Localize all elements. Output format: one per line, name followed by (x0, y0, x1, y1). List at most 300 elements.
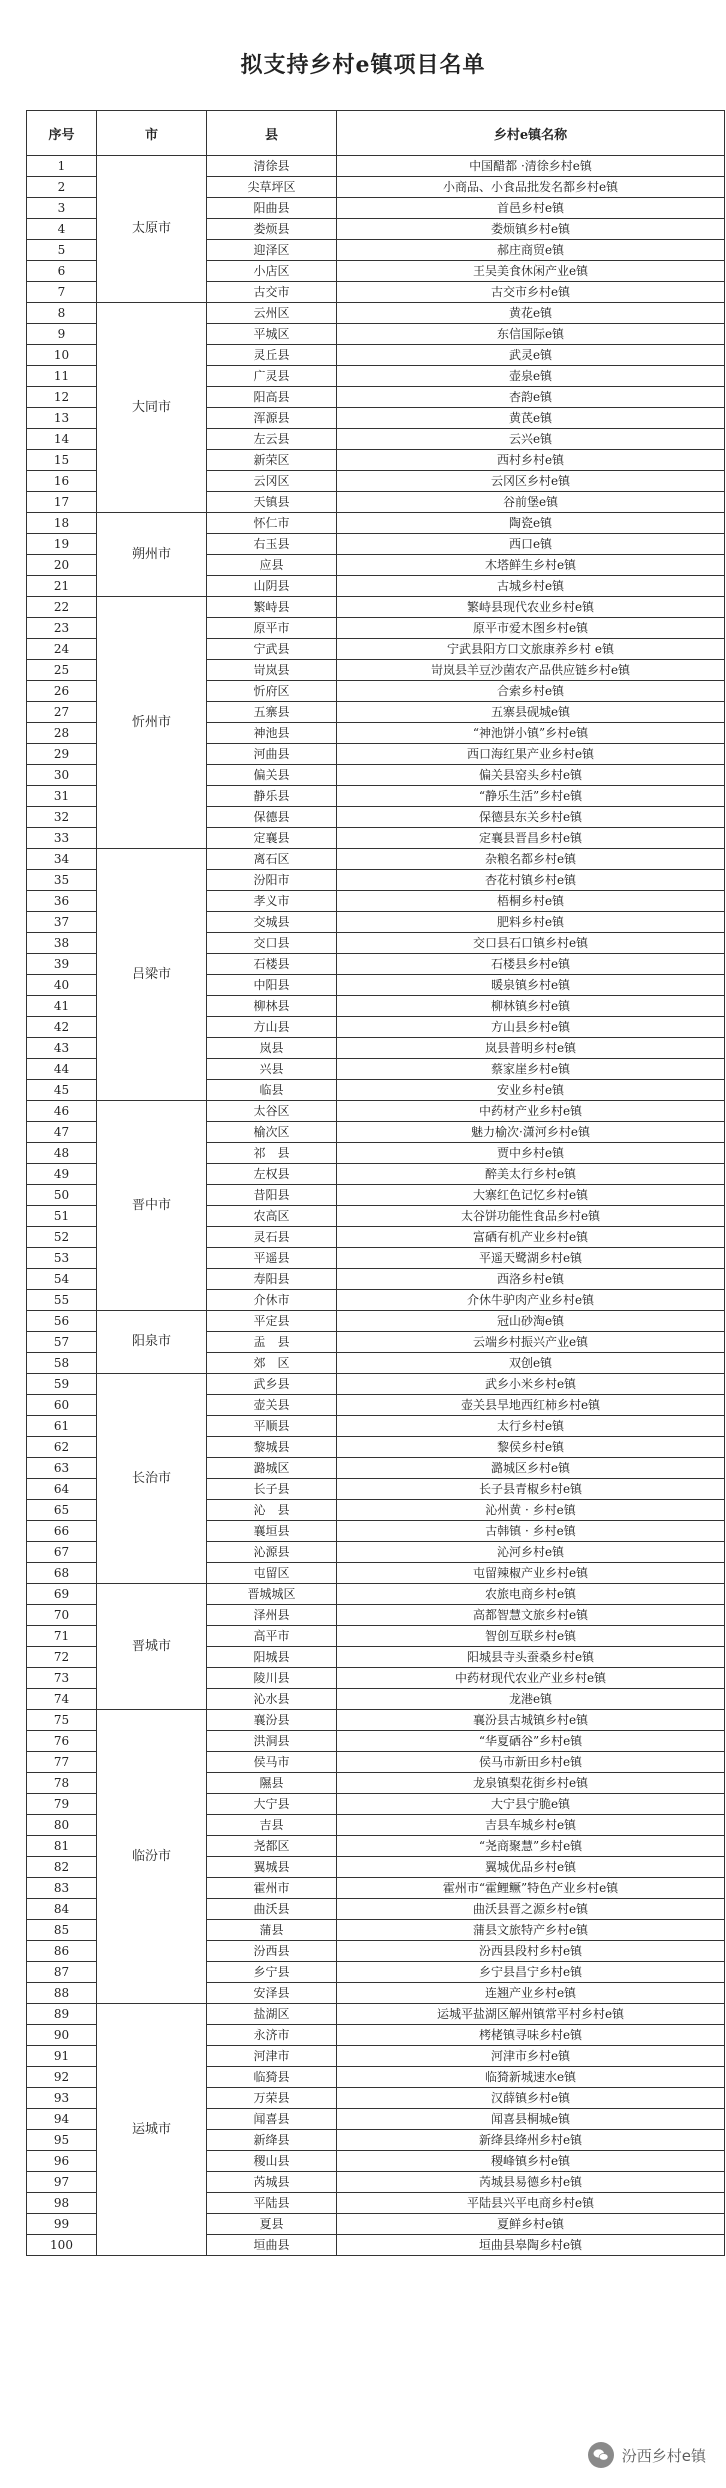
row-number: 24 (27, 639, 97, 660)
row-number: 25 (27, 660, 97, 681)
header-project: 乡村e镇名称 (337, 111, 725, 156)
project-name-cell: 梧桐乡村e镇 (337, 891, 725, 912)
project-name-cell: 西洛乡村e镇 (337, 1269, 725, 1290)
page-title: 拟支持乡村e镇项目名单 (240, 52, 486, 78)
county-cell: 陵川县 (207, 1668, 337, 1689)
county-cell: 平城区 (207, 324, 337, 345)
row-number: 34 (27, 849, 97, 870)
row-number: 92 (27, 2067, 97, 2088)
row-number: 59 (27, 1374, 97, 1395)
project-name-cell: 屯留辣椒产业乡村e镇 (337, 1563, 725, 1584)
row-number: 21 (27, 576, 97, 597)
county-cell: 尧都区 (207, 1836, 337, 1857)
county-cell: 岢岚县 (207, 660, 337, 681)
county-cell: 浑源县 (207, 408, 337, 429)
county-cell: 壶关县 (207, 1395, 337, 1416)
row-number: 36 (27, 891, 97, 912)
county-cell: 忻府区 (207, 681, 337, 702)
table-row (27, 1584, 725, 1605)
project-name-cell: 垣曲县皋陶乡村e镇 (337, 2235, 725, 2256)
project-name-cell: 魅力榆次·潇河乡村e镇 (337, 1122, 725, 1143)
project-name-cell: 王吴美食休闲产业e镇 (337, 261, 725, 282)
table-row (27, 303, 725, 324)
county-cell: 侯马市 (207, 1752, 337, 1773)
county-cell: 山阴县 (207, 576, 337, 597)
row-number: 15 (27, 450, 97, 471)
county-cell: 平顺县 (207, 1416, 337, 1437)
city-cell: 大同市 (97, 303, 207, 513)
project-name-cell: 石楼县乡村e镇 (337, 954, 725, 975)
row-number: 26 (27, 681, 97, 702)
county-cell: 汾阳市 (207, 870, 337, 891)
county-cell: 交口县 (207, 933, 337, 954)
table-row (27, 1710, 725, 1731)
header-city: 市 (97, 111, 207, 156)
project-name-cell: 吉县车城乡村e镇 (337, 1815, 725, 1836)
row-number: 35 (27, 870, 97, 891)
project-name-cell: 武灵e镇 (337, 345, 725, 366)
project-name-cell: 岢岚县羊豆沙菌农产品供应链乡村e镇 (337, 660, 725, 681)
county-cell: 五寨县 (207, 702, 337, 723)
row-number: 30 (27, 765, 97, 786)
project-name-cell: 宁武县阳方口文旅康养乡村 e镇 (337, 639, 725, 660)
city-cell: 长治市 (97, 1374, 207, 1584)
row-number: 95 (27, 2130, 97, 2151)
row-number: 14 (27, 429, 97, 450)
row-number: 58 (27, 1353, 97, 1374)
county-cell: 灵丘县 (207, 345, 337, 366)
project-name-cell: 富硒有机产业乡村e镇 (337, 1227, 725, 1248)
project-name-cell: 长子县青椒乡村e镇 (337, 1479, 725, 1500)
project-name-cell: 壶关县旱地西红柿乡村e镇 (337, 1395, 725, 1416)
row-number: 70 (27, 1605, 97, 1626)
project-name-cell: 云端乡村振兴产业e镇 (337, 1332, 725, 1353)
row-number: 33 (27, 828, 97, 849)
project-name-cell: 新绛县绛州乡村e镇 (337, 2130, 725, 2151)
county-cell: 河曲县 (207, 744, 337, 765)
row-number: 64 (27, 1479, 97, 1500)
county-cell: 静乐县 (207, 786, 337, 807)
project-name-cell: 合索乡村e镇 (337, 681, 725, 702)
row-number: 5 (27, 240, 97, 261)
county-cell: 榆次区 (207, 1122, 337, 1143)
row-number: 100 (27, 2235, 97, 2256)
table-header-row (27, 111, 725, 156)
project-name-cell: 蒲县文旅特产乡村e镇 (337, 1920, 725, 1941)
project-name-cell: 贾中乡村e镇 (337, 1143, 725, 1164)
project-name-cell: 太谷饼功能性食品乡村e镇 (337, 1206, 725, 1227)
project-name-cell: “尧商聚慧”乡村e镇 (337, 1836, 725, 1857)
project-name-cell: 古城乡村e镇 (337, 576, 725, 597)
row-number: 52 (27, 1227, 97, 1248)
county-cell: 寿阳县 (207, 1269, 337, 1290)
project-name-cell: 保德县东关乡村e镇 (337, 807, 725, 828)
row-number: 28 (27, 723, 97, 744)
county-cell: 临县 (207, 1080, 337, 1101)
county-cell: 闻喜县 (207, 2109, 337, 2130)
project-name-cell: 原平市爱木图乡村e镇 (337, 618, 725, 639)
county-cell: 盐湖区 (207, 2004, 337, 2025)
row-number: 46 (27, 1101, 97, 1122)
row-number: 71 (27, 1626, 97, 1647)
header-county: 县 (207, 111, 337, 156)
county-cell: 郊 区 (207, 1353, 337, 1374)
row-number: 13 (27, 408, 97, 429)
row-number: 57 (27, 1332, 97, 1353)
project-name-cell: 龙港e镇 (337, 1689, 725, 1710)
project-name-cell: 侯马市新田乡村e镇 (337, 1752, 725, 1773)
city-cell: 吕梁市 (97, 849, 207, 1101)
project-name-cell: 杏韵e镇 (337, 387, 725, 408)
project-name-cell: 安业乡村e镇 (337, 1080, 725, 1101)
county-cell: 屯留区 (207, 1563, 337, 1584)
county-cell: 襄垣县 (207, 1521, 337, 1542)
row-number: 50 (27, 1185, 97, 1206)
row-number: 16 (27, 471, 97, 492)
county-cell: 尖草坪区 (207, 177, 337, 198)
project-name-cell: 东信国际e镇 (337, 324, 725, 345)
row-number: 4 (27, 219, 97, 240)
footer-brand: 汾西乡村e镇 (621, 2446, 706, 2465)
row-number: 54 (27, 1269, 97, 1290)
project-name-cell: 冠山砂淘e镇 (337, 1311, 725, 1332)
county-cell: 霍州市 (207, 1878, 337, 1899)
row-number: 77 (27, 1752, 97, 1773)
row-number: 96 (27, 2151, 97, 2172)
county-cell: 怀仁市 (207, 513, 337, 534)
project-name-cell: 交口县石口镇乡村e镇 (337, 933, 725, 954)
project-table (26, 110, 725, 2256)
county-cell: 稷山县 (207, 2151, 337, 2172)
project-name-cell: 陶瓷e镇 (337, 513, 725, 534)
row-number: 63 (27, 1458, 97, 1479)
row-number: 93 (27, 2088, 97, 2109)
header-no: 序号 (27, 111, 97, 156)
county-cell: 大宁县 (207, 1794, 337, 1815)
row-number: 19 (27, 534, 97, 555)
project-name-cell: 繁峙县现代农业乡村e镇 (337, 597, 725, 618)
row-number: 85 (27, 1920, 97, 1941)
project-name-cell: 蔡家崖乡村e镇 (337, 1059, 725, 1080)
wechat-icon (588, 2442, 614, 2468)
project-name-cell: 中药材现代农业产业乡村e镇 (337, 1668, 725, 1689)
project-name-cell: 太行乡村e镇 (337, 1416, 725, 1437)
table-row (27, 2004, 725, 2025)
project-name-cell: 方山县乡村e镇 (337, 1017, 725, 1038)
county-cell: 新荣区 (207, 450, 337, 471)
county-cell: 汾西县 (207, 1941, 337, 1962)
row-number: 99 (27, 2214, 97, 2235)
county-cell: 云州区 (207, 303, 337, 324)
county-cell: 神池县 (207, 723, 337, 744)
row-number: 89 (27, 2004, 97, 2025)
project-name-cell: 双创e镇 (337, 1353, 725, 1374)
county-cell: 灵石县 (207, 1227, 337, 1248)
county-cell: 繁峙县 (207, 597, 337, 618)
county-cell: 云冈区 (207, 471, 337, 492)
row-number: 49 (27, 1164, 97, 1185)
row-number: 87 (27, 1962, 97, 1983)
project-name-cell: 大宁县宁脆e镇 (337, 1794, 725, 1815)
row-number: 94 (27, 2109, 97, 2130)
row-number: 91 (27, 2046, 97, 2067)
project-name-cell: 沁河乡村e镇 (337, 1542, 725, 1563)
project-name-cell: 霍州市“霍鲤鳜”特色产业乡村e镇 (337, 1878, 725, 1899)
county-cell: 离石区 (207, 849, 337, 870)
row-number: 23 (27, 618, 97, 639)
row-number: 84 (27, 1899, 97, 1920)
row-number: 53 (27, 1248, 97, 1269)
row-number: 75 (27, 1710, 97, 1731)
row-number: 27 (27, 702, 97, 723)
county-cell: 曲沃县 (207, 1899, 337, 1920)
row-number: 29 (27, 744, 97, 765)
project-name-cell: 柳林镇乡村e镇 (337, 996, 725, 1017)
county-cell: 潞城区 (207, 1458, 337, 1479)
county-cell: 洪洞县 (207, 1731, 337, 1752)
project-name-cell: 古交市乡村e镇 (337, 282, 725, 303)
project-name-cell: 杂粮名都乡村e镇 (337, 849, 725, 870)
county-cell: 河津市 (207, 2046, 337, 2067)
table-row (27, 849, 725, 870)
county-cell: 宁武县 (207, 639, 337, 660)
county-cell: 中阳县 (207, 975, 337, 996)
project-name-cell: 暖泉镇乡村e镇 (337, 975, 725, 996)
county-cell: 垣曲县 (207, 2235, 337, 2256)
county-cell: 高平市 (207, 1626, 337, 1647)
county-cell: 晋城城区 (207, 1584, 337, 1605)
row-number: 2 (27, 177, 97, 198)
county-cell: 定襄县 (207, 828, 337, 849)
county-cell: 盂 县 (207, 1332, 337, 1353)
row-number: 31 (27, 786, 97, 807)
project-name-cell: 高都智慧文旅乡村e镇 (337, 1605, 725, 1626)
row-number: 40 (27, 975, 97, 996)
row-number: 37 (27, 912, 97, 933)
project-name-cell: 定襄县晋昌乡村e镇 (337, 828, 725, 849)
row-number: 17 (27, 492, 97, 513)
project-name-cell: 汉薛镇乡村e镇 (337, 2088, 725, 2109)
county-cell: 沁源县 (207, 1542, 337, 1563)
row-number: 61 (27, 1416, 97, 1437)
row-number: 90 (27, 2025, 97, 2046)
county-cell: 平遥县 (207, 1248, 337, 1269)
county-cell: 左权县 (207, 1164, 337, 1185)
project-name-cell: 翼城优品乡村e镇 (337, 1857, 725, 1878)
county-cell: 芮城县 (207, 2172, 337, 2193)
project-name-cell: 稷峰镇乡村e镇 (337, 2151, 725, 2172)
row-number: 55 (27, 1290, 97, 1311)
county-cell: 柳林县 (207, 996, 337, 1017)
row-number: 51 (27, 1206, 97, 1227)
project-name-cell: 云冈区乡村e镇 (337, 471, 725, 492)
row-number: 79 (27, 1794, 97, 1815)
county-cell: 昔阳县 (207, 1185, 337, 1206)
project-name-cell: 襄汾县古城镇乡村e镇 (337, 1710, 725, 1731)
row-number: 10 (27, 345, 97, 366)
project-name-cell: “静乐生活”乡村e镇 (337, 786, 725, 807)
row-number: 73 (27, 1668, 97, 1689)
project-name-cell: 西口e镇 (337, 534, 725, 555)
county-cell: 孝义市 (207, 891, 337, 912)
project-name-cell: 岚县普明乡村e镇 (337, 1038, 725, 1059)
project-name-cell: 醉美太行乡村e镇 (337, 1164, 725, 1185)
project-name-cell: 临猗新城速水e镇 (337, 2067, 725, 2088)
row-number: 88 (27, 1983, 97, 2004)
row-number: 41 (27, 996, 97, 1017)
county-cell: 平陆县 (207, 2193, 337, 2214)
row-number: 69 (27, 1584, 97, 1605)
row-number: 76 (27, 1731, 97, 1752)
county-cell: 应县 (207, 555, 337, 576)
row-number: 80 (27, 1815, 97, 1836)
project-name-cell: 乡宁县昌宁乡村e镇 (337, 1962, 725, 1983)
project-name-cell: 杏花村镇乡村e镇 (337, 870, 725, 891)
row-number: 56 (27, 1311, 97, 1332)
project-name-cell: 闻喜县桐城e镇 (337, 2109, 725, 2130)
county-cell: 武乡县 (207, 1374, 337, 1395)
project-name-cell: 西村乡村e镇 (337, 450, 725, 471)
project-name-cell: 中药材产业乡村e镇 (337, 1101, 725, 1122)
row-number: 48 (27, 1143, 97, 1164)
county-cell: 太谷区 (207, 1101, 337, 1122)
row-number: 68 (27, 1563, 97, 1584)
row-number: 86 (27, 1941, 97, 1962)
project-name-cell: “华夏硒谷”乡村e镇 (337, 1731, 725, 1752)
county-cell: 保德县 (207, 807, 337, 828)
row-number: 39 (27, 954, 97, 975)
row-number: 8 (27, 303, 97, 324)
project-name-cell: 黄芪e镇 (337, 408, 725, 429)
row-number: 9 (27, 324, 97, 345)
county-cell: 隰县 (207, 1773, 337, 1794)
city-cell: 朔州市 (97, 513, 207, 597)
county-cell: 原平市 (207, 618, 337, 639)
row-number: 65 (27, 1500, 97, 1521)
row-number: 78 (27, 1773, 97, 1794)
table-row (27, 597, 725, 618)
county-cell: 岚县 (207, 1038, 337, 1059)
project-name-cell: 五寨县砚城e镇 (337, 702, 725, 723)
table-body (27, 156, 725, 2256)
row-number: 83 (27, 1878, 97, 1899)
project-name-cell: 农旅电商乡村e镇 (337, 1584, 725, 1605)
county-cell: 小店区 (207, 261, 337, 282)
county-cell: 天镇县 (207, 492, 337, 513)
footer-watermark (588, 2442, 706, 2468)
city-cell: 太原市 (97, 156, 207, 303)
row-number: 1 (27, 156, 97, 177)
project-name-cell: 木塔鲜生乡村e镇 (337, 555, 725, 576)
project-name-cell: 平陆县兴平电商乡村e镇 (337, 2193, 725, 2214)
table-row (27, 1374, 725, 1395)
project-name-cell: 汾西县段村乡村e镇 (337, 1941, 725, 1962)
county-cell: 阳城县 (207, 1647, 337, 1668)
row-number: 62 (27, 1437, 97, 1458)
county-cell: 吉县 (207, 1815, 337, 1836)
table-row (27, 513, 725, 534)
county-cell: 右玉县 (207, 534, 337, 555)
city-cell: 阳泉市 (97, 1311, 207, 1374)
project-name-cell: 河津市乡村e镇 (337, 2046, 725, 2067)
county-cell: 黎城县 (207, 1437, 337, 1458)
project-name-cell: 智创互联乡村e镇 (337, 1626, 725, 1647)
city-cell: 忻州市 (97, 597, 207, 849)
project-name-cell: 小商品、小食品批发名都乡村e镇 (337, 177, 725, 198)
row-number: 98 (27, 2193, 97, 2214)
table-row (27, 1311, 725, 1332)
row-number: 11 (27, 366, 97, 387)
county-cell: 广灵县 (207, 366, 337, 387)
county-cell: 古交市 (207, 282, 337, 303)
county-cell: 介休市 (207, 1290, 337, 1311)
project-name-cell: 首邑乡村e镇 (337, 198, 725, 219)
project-name-cell: 龙泉镇梨花街乡村e镇 (337, 1773, 725, 1794)
county-cell: 方山县 (207, 1017, 337, 1038)
county-cell: 长子县 (207, 1479, 337, 1500)
county-cell: 清徐县 (207, 156, 337, 177)
row-number: 47 (27, 1122, 97, 1143)
row-number: 66 (27, 1521, 97, 1542)
row-number: 74 (27, 1689, 97, 1710)
county-cell: 平定县 (207, 1311, 337, 1332)
county-cell: 沁 县 (207, 1500, 337, 1521)
county-cell: 蒲县 (207, 1920, 337, 1941)
project-name-cell: 曲沃县晋之源乡村e镇 (337, 1899, 725, 1920)
project-name-cell: 谷前堡e镇 (337, 492, 725, 513)
row-number: 81 (27, 1836, 97, 1857)
table-row (27, 1101, 725, 1122)
county-cell: 农高区 (207, 1206, 337, 1227)
county-cell: 万荣县 (207, 2088, 337, 2109)
project-name-cell: 栲栳镇寻味乡村e镇 (337, 2025, 725, 2046)
project-name-cell: 运城平盐湖区解州镇常平村乡村e镇 (337, 2004, 725, 2025)
row-number: 7 (27, 282, 97, 303)
county-cell: 左云县 (207, 429, 337, 450)
county-cell: 阳曲县 (207, 198, 337, 219)
project-name-cell: 壶泉e镇 (337, 366, 725, 387)
city-cell: 晋城市 (97, 1584, 207, 1710)
project-name-cell: 黄花e镇 (337, 303, 725, 324)
row-number: 60 (27, 1395, 97, 1416)
project-name-cell: 潞城区乡村e镇 (337, 1458, 725, 1479)
county-cell: 翼城县 (207, 1857, 337, 1878)
county-cell: 交城县 (207, 912, 337, 933)
row-number: 3 (27, 198, 97, 219)
county-cell: 偏关县 (207, 765, 337, 786)
county-cell: 沁水县 (207, 1689, 337, 1710)
county-cell: 石楼县 (207, 954, 337, 975)
row-number: 42 (27, 1017, 97, 1038)
row-number: 67 (27, 1542, 97, 1563)
row-number: 38 (27, 933, 97, 954)
county-cell: 夏县 (207, 2214, 337, 2235)
row-number: 72 (27, 1647, 97, 1668)
project-name-cell: 古韩镇 · 乡村e镇 (337, 1521, 725, 1542)
project-name-cell: 平遥天鹭湖乡村e镇 (337, 1248, 725, 1269)
county-cell: 乡宁县 (207, 1962, 337, 1983)
county-cell: 阳高县 (207, 387, 337, 408)
county-cell: 襄汾县 (207, 1710, 337, 1731)
project-name-cell: 阳城县寺头蚕桑乡村e镇 (337, 1647, 725, 1668)
county-cell: 迎泽区 (207, 240, 337, 261)
county-cell: 兴县 (207, 1059, 337, 1080)
row-number: 45 (27, 1080, 97, 1101)
project-name-cell: 介休牛驴肉产业乡村e镇 (337, 1290, 725, 1311)
row-number: 12 (27, 387, 97, 408)
county-cell: 永济市 (207, 2025, 337, 2046)
row-number: 6 (27, 261, 97, 282)
